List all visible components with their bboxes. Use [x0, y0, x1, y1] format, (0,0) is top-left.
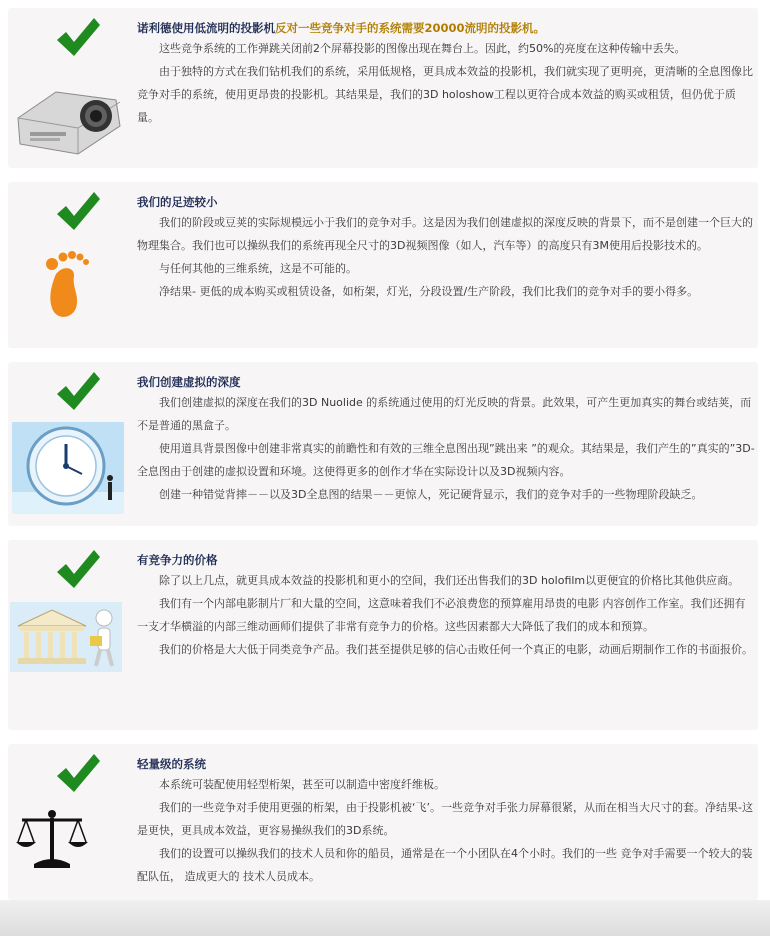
- section-paragraph: 使用道具背景图像中创建非常真实的前瞻性和有效的三维全息图出现”跳出来 ”的观众。其结果是，我们产生的”真实的”3D-全息图由于创建的虚拟设置和环境。这使得更多的创作才华在实际设计以及3D视频内容。: [137, 442, 755, 478]
- checkmark-icon: [54, 368, 102, 416]
- section-paragraph: 本系统可装配使用轻型桁架，甚至可以制造中密度纤维板。: [159, 778, 445, 791]
- feature-icon-column: [8, 540, 128, 730]
- section-title: 有竞争力的价格: [137, 553, 218, 567]
- feature-card-pricing: [8, 540, 758, 730]
- section-paragraph: 我们有一个内部电影制片厂和大量的空间，这意味着我们不必浪费您的预算雇用昂贵的电影 内容创作工作室。我们还拥有一支才华横溢的内部三维动画师们提供了非常有竞争力的价格。这些因素都大大降低了我们的成本和预算。: [137, 597, 746, 633]
- feature-icon-column: [8, 362, 128, 526]
- section-paragraph: 净结果- 更低的成本购买或租赁设备，如桁架，灯光，分段设置/生产阶段，我们比我们的竞争对手的要小得多。: [159, 285, 699, 298]
- section-paragraph: 我们的阶段或豆荚的实际规模远小于我们的竞争对手。这是因为我们创建虚拟的深度反映的背景下，而不是创建一个巨大的物理集合。我们也可以操纵我们的系统再现全尺寸的3D视频图像（如人，汽车等）的高度只有3M使用后投影技术的。: [137, 216, 753, 252]
- feature-card-projector: [8, 8, 758, 168]
- checkmark-icon: [54, 188, 102, 236]
- section-paragraph: 与任何其他的三维系统，这是不可能的。: [159, 262, 357, 275]
- section-title-highlight: 反对一些竞争对手的系统需要20000流明的投影机。: [275, 21, 546, 35]
- section-paragraph: 我们的价格是大大低于同类竞争产品。我们甚至提供足够的信心击败任何一个真正的电影，动画后期制作工作的书面报价。: [159, 643, 753, 656]
- footprint-icon: [38, 248, 98, 320]
- checkmark-icon: [54, 750, 102, 798]
- section-title: 诺利德使用低流明的投影机反对一些竞争对手的系统需要20000流明的投影机。: [137, 21, 546, 35]
- section-paragraph: 由于独特的方式在我们钻机我们的系统，采用低规格，更具成本效益的投影机，我们就实现了更明亮，更清晰的全息图像比竞争对手的系统，使用更昂贵的投影机。其结果是，我们的3D holoshow工程以更符合成本效益的购买或租赁，但仍优于质量。: [137, 65, 753, 124]
- section-paragraph: 除了以上几点，就更具成本效益的投影机和更小的空间，我们还出售我们的3D holofilm以更便宜的价格比其他供应商。: [159, 574, 740, 587]
- bank-illustration-icon: [10, 602, 122, 672]
- checkmark-icon: [54, 546, 102, 594]
- clock-illustration-icon: [12, 422, 124, 514]
- feature-icon-column: [8, 8, 128, 168]
- feature-card-virtual-depth: [8, 362, 758, 526]
- section-paragraph: 这些竞争系统的工作弹跳关闭前2个屏幕投影的图像出现在舞台上。因此，约50%的亮度在这种传输中丢失。: [159, 42, 686, 55]
- section-title: 轻量级的系统: [137, 757, 206, 771]
- section-title: 我们的足迹较小: [137, 195, 218, 209]
- section-paragraph: 创建一种错觉背摔－－以及3D全息图的结果－－更惊人，死记硬背显示，我们的竞争对手的一些物理阶段缺乏。: [159, 488, 703, 501]
- scale-icon: [14, 806, 90, 872]
- section-paragraph: 我们的一些竞争对手使用更强的桁架，由于投影机被‘飞’。一些竞争对手张力屏幕很紧，从而在相当大尺寸的套。净结果-这是更快，更具成本效益，更容易操纵我们的3D系统。: [137, 801, 753, 837]
- checkmark-icon: [54, 14, 102, 62]
- projector-icon: [12, 74, 124, 160]
- section-paragraph: 我们的设置可以操纵我们的技术人员和你的船员，通常是在一个小团队在4个小时。我们的一些 竞争对手需要一个较大的装配队伍， 造成更大的 技术人员成本。: [137, 847, 753, 883]
- feature-card-footprint: [8, 182, 758, 348]
- section-title: 我们创建虚拟的深度: [137, 375, 241, 389]
- feature-icon-column: [8, 744, 128, 900]
- page-footer-bar: [0, 900, 770, 936]
- section-paragraph: 我们创建虚拟的深度在我们的3D Nuolide 的系统通过使用的灯光反映的背景。此效果，可产生更加真实的舞台或结荚，而不是普通的黑盒子。: [137, 396, 752, 432]
- feature-card-lightweight: [8, 744, 758, 900]
- feature-icon-column: [8, 182, 128, 348]
